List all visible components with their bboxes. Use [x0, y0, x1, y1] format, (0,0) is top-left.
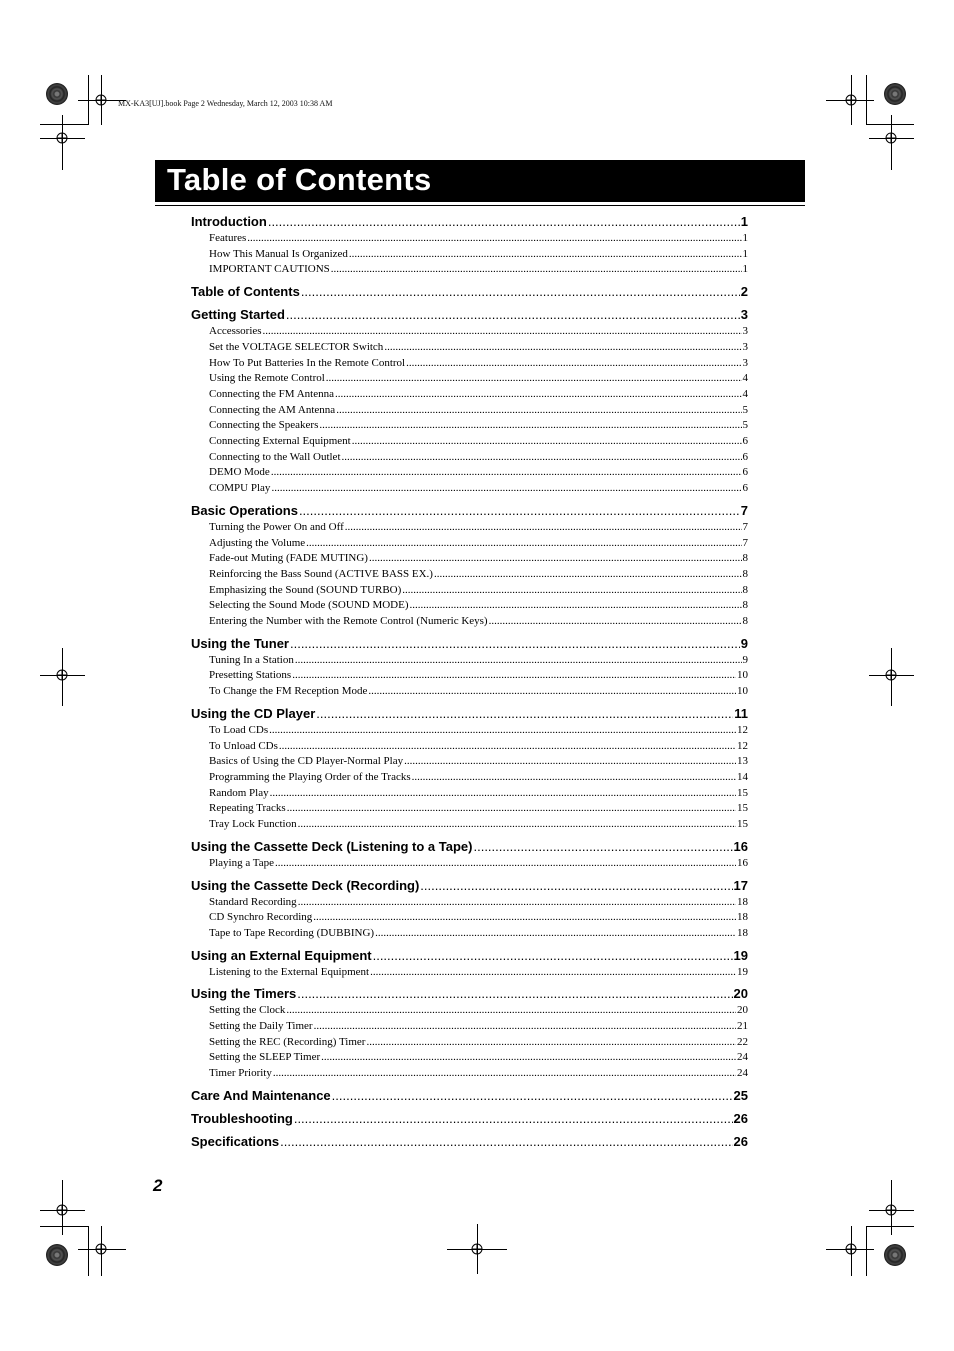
crosshair-icon: [469, 1241, 485, 1257]
toc-heading-page: 25: [733, 1087, 748, 1103]
dot-leader: [366, 1035, 736, 1051]
toc-heading-page: 2: [740, 284, 748, 300]
toc-entry-title: CD Synchro Recording: [209, 911, 313, 924]
dot-leader: [297, 984, 732, 1003]
toc-section-heading[interactable]: [191, 305, 748, 324]
toc-entry-page: 12: [737, 739, 748, 752]
toc-section: [191, 305, 748, 497]
toc-entry-page: 8: [742, 552, 748, 565]
toc-heading-title: Using the CD Player: [191, 705, 316, 721]
page-number: 2: [153, 1176, 163, 1195]
title-banner: [155, 160, 805, 202]
toc-entry[interactable]: [191, 403, 748, 419]
toc-heading-title: Using the Tuner: [191, 635, 289, 651]
dot-leader: [319, 418, 741, 434]
toc-section-heading[interactable]: [191, 282, 748, 301]
dot-leader: [286, 1003, 736, 1019]
toc-entry[interactable]: [191, 324, 748, 340]
dot-leader: [326, 371, 742, 387]
toc-heading-page: 7: [740, 502, 748, 518]
table-of-contents: [191, 212, 748, 1155]
toc-entry-page: 18: [737, 926, 748, 939]
toc-entry[interactable]: [191, 567, 748, 583]
toc-entry[interactable]: [191, 684, 748, 700]
toc-heading-page: 9: [740, 635, 748, 651]
dot-leader: [404, 754, 736, 770]
toc-entry[interactable]: [191, 481, 748, 497]
toc-entry-title: Tuning In a Station: [209, 653, 294, 666]
toc-entry[interactable]: [191, 723, 748, 739]
toc-entry-page: 5: [742, 403, 748, 416]
toc-heading-title: Table of Contents: [191, 284, 300, 300]
toc-heading-page: 1: [740, 214, 748, 229]
toc-heading-title: Basic Operations: [191, 502, 298, 518]
toc-entry-page: 8: [742, 615, 748, 628]
dot-leader: [406, 356, 741, 372]
dot-leader: [270, 786, 736, 802]
toc-entry-title: To Change the FM Reception Mode: [209, 685, 368, 698]
dot-leader: [332, 1086, 733, 1105]
toc-entry-page: 10: [737, 685, 748, 698]
toc-entry-page: 16: [737, 856, 748, 869]
toc-section-heading[interactable]: [191, 704, 748, 723]
dot-leader: [352, 434, 742, 450]
dot-leader: [247, 231, 741, 247]
toc-heading-title: Getting Started: [191, 307, 285, 323]
toc-entry-title: Timer Priority: [209, 1067, 272, 1080]
toc-section-heading[interactable]: [191, 1086, 748, 1105]
dot-leader: [271, 481, 741, 497]
toc-entry-page: 6: [742, 466, 748, 479]
dot-leader: [292, 668, 736, 684]
toc-heading-page: 3: [740, 307, 748, 323]
toc-heading-title: Specifications: [191, 1133, 280, 1149]
toc-entry[interactable]: [191, 356, 748, 372]
dot-leader: [336, 403, 741, 419]
dot-leader: [375, 926, 736, 942]
dot-leader: [370, 965, 736, 981]
toc-entry-title: Tape to Tape Recording (DUBBING): [209, 926, 375, 939]
dot-leader: [369, 551, 742, 567]
toc-entry-title: IMPORTANT CAUTIONS: [209, 263, 330, 276]
toc-entry-title: Fade-out Muting (FADE MUTING): [209, 552, 368, 565]
toc-entry[interactable]: [191, 910, 748, 926]
toc-entry-title: Reinforcing the Bass Sound (ACTIVE BASS EX.): [209, 567, 433, 580]
registration-dot-icon: [884, 1244, 906, 1266]
toc-heading-title: Using the Cassette Deck (Recording): [191, 877, 420, 893]
dot-leader: [298, 895, 736, 911]
toc-entry-title: Random Play: [209, 786, 269, 799]
dot-leader: [321, 1050, 736, 1066]
dot-leader: [301, 282, 740, 301]
toc-entry[interactable]: [191, 231, 748, 247]
toc-section-heading[interactable]: [191, 1132, 748, 1151]
toc-entry[interactable]: [191, 551, 748, 567]
toc-entry-title: Using the Remote Control: [209, 372, 325, 385]
dot-leader: [287, 801, 736, 817]
toc-entry-title: Connecting the AM Antenna: [209, 403, 336, 416]
toc-section-heading[interactable]: [191, 946, 748, 965]
dot-leader: [271, 465, 742, 481]
toc-entry-title: Repeating Tracks: [209, 802, 286, 815]
dot-leader: [342, 450, 742, 466]
toc-entry-page: 22: [737, 1035, 748, 1048]
dot-leader: [299, 501, 740, 520]
toc-entry[interactable]: [191, 1066, 748, 1082]
toc-entry[interactable]: [191, 262, 748, 278]
toc-entry-page: 4: [742, 372, 748, 385]
dot-leader: [268, 212, 740, 231]
crosshair-icon: [843, 92, 859, 108]
toc-section: [191, 984, 748, 1082]
toc-entry-title: Connecting to the Wall Outlet: [209, 450, 341, 463]
toc-entry-title: Setting the Clock: [209, 1004, 286, 1017]
toc-section: [191, 704, 748, 833]
toc-section: [191, 837, 748, 872]
print-slug: MX-KA3[UJ].book Page 2 Wednesday, March 12, 2003 10:38 AM: [118, 99, 333, 108]
toc-entry[interactable]: [191, 801, 748, 817]
toc-entry-page: 3: [742, 356, 748, 369]
toc-entry[interactable]: [191, 786, 748, 802]
toc-heading-page: 20: [733, 986, 748, 1002]
toc-section: [191, 1132, 748, 1151]
dot-leader: [434, 567, 742, 583]
toc-entry-title: Connecting the FM Antenna: [209, 387, 334, 400]
toc-entry-page: 3: [742, 325, 748, 338]
toc-heading-title: Using an External Equipment: [191, 947, 372, 963]
toc-entry-page: 8: [742, 583, 748, 596]
toc-entry-page: 7: [742, 520, 748, 533]
dot-leader: [286, 305, 740, 324]
dot-leader: [269, 723, 736, 739]
toc-entry-page: 15: [737, 786, 748, 799]
crosshair-icon: [883, 130, 899, 146]
toc-entry-page: 4: [742, 387, 748, 400]
dot-leader: [313, 910, 736, 926]
toc-entry-title: Emphasizing the Sound (SOUND TURBO): [209, 583, 402, 596]
toc-section-heading[interactable]: [191, 501, 748, 520]
toc-entry-page: 20: [737, 1004, 748, 1017]
toc-entry[interactable]: [191, 614, 748, 630]
toc-entry-page: 21: [737, 1020, 748, 1033]
toc-entry-title: Programming the Playing Order of the Tracks: [209, 770, 411, 783]
toc-heading-title: Care And Maintenance: [191, 1087, 331, 1103]
crosshair-icon: [843, 1241, 859, 1257]
dot-leader: [373, 946, 733, 965]
toc-entry-page: 12: [737, 723, 748, 736]
toc-entry[interactable]: [191, 536, 748, 552]
dot-leader: [295, 653, 742, 669]
toc-entry-title: Selecting the Sound Mode (SOUND MODE): [209, 599, 409, 612]
toc-section-heading[interactable]: [191, 212, 748, 231]
toc-entry-title: COMPU Play: [209, 482, 271, 495]
toc-entry-page: 15: [737, 818, 748, 831]
toc-entry-title: How This Manual Is Organized: [209, 247, 348, 260]
toc-entry-page: 3: [742, 340, 748, 353]
dot-leader: [273, 1066, 736, 1082]
toc-entry-title: DEMO Mode: [209, 466, 270, 479]
toc-entry-page: 6: [742, 435, 748, 448]
dot-leader: [316, 704, 733, 723]
toc-heading-page: 26: [733, 1110, 748, 1126]
dot-leader: [263, 324, 742, 340]
toc-entry-title: Accessories: [209, 325, 262, 338]
dot-leader: [420, 876, 732, 895]
toc-entry-title: Tray Lock Function: [209, 818, 297, 831]
crosshair-icon: [93, 92, 109, 108]
toc-entry-page: 8: [742, 567, 748, 580]
toc-entry[interactable]: [191, 434, 748, 450]
toc-entry-page: 24: [737, 1067, 748, 1080]
toc-entry-page: 1: [742, 247, 748, 260]
toc-entry[interactable]: [191, 817, 748, 833]
toc-section: [191, 946, 748, 981]
toc-entry[interactable]: [191, 583, 748, 599]
dot-leader: [368, 684, 736, 700]
toc-section-heading[interactable]: [191, 876, 748, 895]
toc-heading-title: Troubleshooting: [191, 1110, 293, 1126]
toc-entry-title: Setting the REC (Recording) Timer: [209, 1035, 366, 1048]
toc-entry-title: Playing a Tape: [209, 856, 275, 869]
toc-entry[interactable]: [191, 1003, 748, 1019]
dot-leader: [294, 1109, 733, 1128]
registration-dot-icon: [884, 83, 906, 105]
toc-entry-title: Entering the Number with the Remote Control (Numeric Keys): [209, 615, 488, 628]
toc-section: [191, 501, 748, 630]
toc-entry[interactable]: [191, 653, 748, 669]
toc-entry[interactable]: [191, 1019, 748, 1035]
toc-section: [191, 876, 748, 942]
toc-entry[interactable]: [191, 371, 748, 387]
toc-section: [191, 1086, 748, 1105]
dot-leader: [489, 614, 742, 630]
toc-section-heading[interactable]: [191, 837, 748, 856]
toc-entry-title: Presetting Stations: [209, 669, 292, 682]
toc-entry-page: 15: [737, 802, 748, 815]
toc-entry-page: 13: [737, 755, 748, 768]
dot-leader: [314, 1019, 736, 1035]
toc-section: [191, 1109, 748, 1128]
toc-entry-page: 6: [742, 450, 748, 463]
toc-section: [191, 282, 748, 301]
dot-leader: [473, 837, 732, 856]
dot-leader: [384, 340, 741, 356]
toc-entry-title: Setting the Daily Timer: [209, 1020, 313, 1033]
crosshair-icon: [54, 130, 70, 146]
toc-entry-title: Listening to the External Equipment: [209, 965, 370, 978]
toc-section-heading[interactable]: [191, 984, 748, 1003]
dot-leader: [280, 1132, 732, 1151]
toc-section: [191, 634, 748, 700]
toc-entry-title: Adjusting the Volume: [209, 536, 306, 549]
toc-entry-title: Turning the Power On and Off: [209, 520, 344, 533]
toc-heading-page: 16: [733, 838, 748, 854]
dot-leader: [345, 520, 742, 536]
toc-entry-title: How To Put Batteries In the Remote Control: [209, 356, 406, 369]
toc-entry[interactable]: [191, 770, 748, 786]
toc-entry[interactable]: [191, 247, 748, 263]
toc-entry-page: 9: [742, 653, 748, 666]
toc-heading-title: Using the Timers: [191, 986, 297, 1002]
title-underline: [155, 205, 805, 206]
toc-entry[interactable]: [191, 520, 748, 536]
toc-entry-page: 7: [742, 536, 748, 549]
crosshair-icon: [54, 1202, 70, 1218]
toc-entry[interactable]: [191, 895, 748, 911]
toc-entry[interactable]: [191, 965, 748, 981]
page-title: Table of Contents: [167, 162, 432, 197]
toc-entry-page: 8: [742, 599, 748, 612]
toc-entry-title: Features: [209, 232, 247, 244]
toc-heading-page: 11: [734, 705, 748, 721]
toc-section-heading[interactable]: [191, 1109, 748, 1128]
dot-leader: [410, 598, 742, 614]
toc-entry[interactable]: [191, 856, 748, 872]
toc-entry-title: Standard Recording: [209, 895, 297, 908]
toc-heading-title: Using the Cassette Deck (Listening to a Tape): [191, 838, 473, 854]
toc-entry[interactable]: [191, 926, 748, 942]
registration-dot-icon: [46, 1244, 68, 1266]
toc-entry-page: 5: [742, 419, 748, 432]
dot-leader: [306, 536, 741, 552]
dot-leader: [412, 770, 736, 786]
toc-entry[interactable]: [191, 668, 748, 684]
toc-entry-page: 14: [737, 770, 748, 783]
toc-entry-title: Connecting the Speakers: [209, 419, 319, 432]
toc-heading-title: Introduction: [191, 214, 267, 229]
toc-entry-page: 1: [742, 263, 748, 276]
toc-entry[interactable]: [191, 1035, 748, 1051]
toc-entry-title: Set the VOLTAGE SELECTOR Switch: [209, 340, 384, 353]
toc-entry[interactable]: [191, 465, 748, 481]
toc-heading-page: 19: [733, 947, 748, 963]
toc-entry-page: 10: [737, 669, 748, 682]
crosshair-icon: [883, 1202, 899, 1218]
toc-entry-page: 1: [742, 232, 748, 244]
toc-entry[interactable]: [191, 387, 748, 403]
dot-leader: [290, 634, 740, 653]
toc-entry[interactable]: [191, 418, 748, 434]
toc-entry-page: 19: [737, 965, 748, 978]
toc-entry-page: 18: [737, 895, 748, 908]
toc-section-heading[interactable]: [191, 634, 748, 653]
toc-heading-page: 17: [733, 877, 748, 893]
toc-entry[interactable]: [191, 739, 748, 755]
toc-entry[interactable]: [191, 598, 748, 614]
toc-entry-title: To Unload CDs: [209, 739, 278, 752]
registration-dot-icon: [46, 83, 68, 105]
dot-leader: [298, 817, 736, 833]
toc-entry-title: Connecting External Equipment: [209, 435, 351, 448]
crosshair-icon: [883, 667, 899, 683]
toc-heading-page: 26: [733, 1133, 748, 1149]
dot-leader: [402, 583, 741, 599]
toc-entry[interactable]: [191, 340, 748, 356]
toc-entry-title: To Load CDs: [209, 723, 269, 736]
dot-leader: [279, 739, 736, 755]
toc-entry-title: Basics of Using the CD Player-Normal Play: [209, 755, 404, 768]
toc-entry[interactable]: [191, 450, 748, 466]
toc-entry[interactable]: [191, 1050, 748, 1066]
toc-entry-page: 24: [737, 1051, 748, 1064]
toc-entry-page: 18: [737, 911, 748, 924]
crosshair-icon: [54, 667, 70, 683]
dot-leader: [335, 387, 742, 403]
dot-leader: [349, 247, 742, 263]
toc-entry-title: Setting the SLEEP Timer: [209, 1051, 321, 1064]
dot-leader: [275, 856, 736, 872]
toc-section: [191, 212, 748, 278]
dot-leader: [331, 262, 742, 278]
toc-entry[interactable]: [191, 754, 748, 770]
crosshair-icon: [93, 1241, 109, 1257]
toc-entry-page: 6: [742, 482, 748, 495]
